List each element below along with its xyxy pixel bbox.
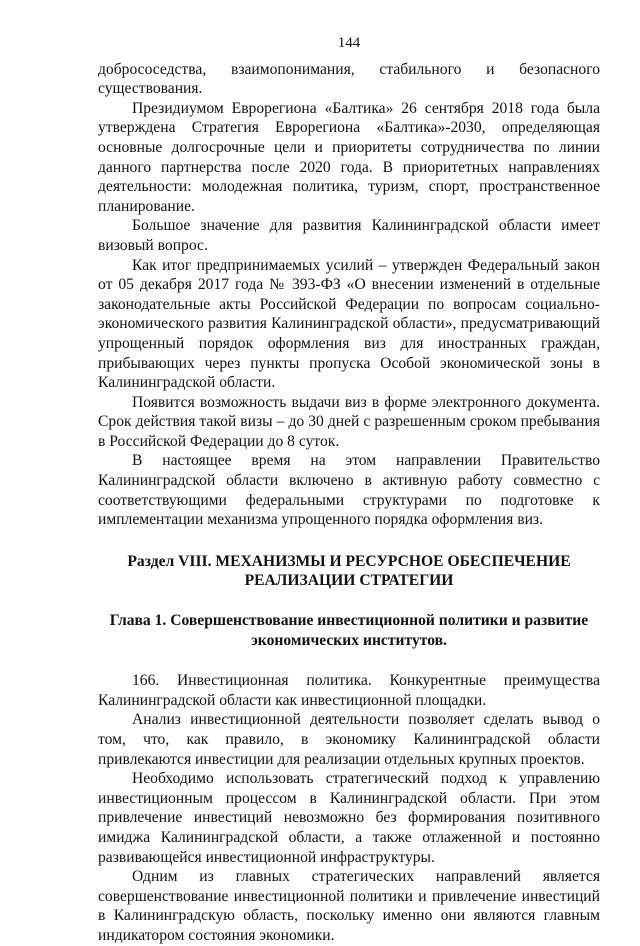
- paragraph-item-166: 166. Инвестиционная политика. Конкурентные преимущества Калининградской области как инвестиционной площадки.: [98, 672, 600, 709]
- section-heading-line-1: Раздел VIII. МЕХАНИЗМЫ И РЕСУРСНОЕ ОБЕСПЕЧЕНИЕ: [127, 552, 571, 570]
- paragraph-electronic-visa: Появится возможность выдачи виз в форме электронного документа. Срок действия такой визы – до 30 дней с разрешенным сроком пребывания в Российской Федерации до 8 суток.: [98, 393, 600, 450]
- section-heading: [98, 552, 600, 591]
- paragraph-euroregion-strategy: Президиумом Еврорегиона «Балтика» 26 сентября 2018 года была утверждена Стратегия Еврорегиона «Балтика»-2030, определяющая основные долгосрочные цели и приоритеты сотрудничества по линии данного партнерства после 2020 года. В приоритетных направлениях деятельности: молодежная политика, туризм, спорт, пространственное планирование.: [98, 99, 600, 215]
- page-number: 144: [337, 35, 361, 51]
- section-heading-line-2: РЕАЛИЗАЦИИ СТРАТЕГИИ: [244, 572, 454, 590]
- chapter-heading: [98, 611, 600, 650]
- chapter-heading-line-2: экономических институтов.: [251, 631, 447, 649]
- paragraph-main-direction: Одним из главных стратегических направлений является совершенствование инвестиционной политики и привлечение инвестиций в Калининградскую область, поскольку именно они являются главным индикатором состояния экономики.: [98, 868, 600, 944]
- paragraph-government-work: В настоящее время на этом направлении Правительство Калининградской области включено в активную работу совместно с соответствующими федеральными структурами по подготовке к имплементации механизма упрощенного порядка оформления виз.: [98, 452, 600, 529]
- paragraph-investment-analysis: Анализ инвестиционной деятельности позволяет сделать вывод о том, что, как правило, в экономику Калининградской области привлекаются инвестиции для реализации отдельных крупных проектов.: [98, 711, 600, 768]
- paragraph-visa-importance: Большое значение для развития Калининградской области имеет визовый вопрос.: [98, 217, 600, 254]
- document-page: [98, 34, 600, 946]
- paragraph-continuation: добрососедства, взаимопонимания, стабильного и безопасного существования.: [98, 60, 600, 98]
- paragraph-strategic-approach: Необходимо использовать стратегический подход к управлению инвестиционным процессом в Калининградской области. При этом привлечение инвестиций невозможно без формирования позитивного имиджа Калининградской области, а также отлаженной и постоянно развивающейся инвестиционной инфраструктуры.: [98, 770, 600, 866]
- paragraph-federal-law: Как итог предпринимаемых усилий – утвержден Федеральный закон от 05 декабря 2017 года № 393-ФЗ «О внесении изменений в отдельные законодательные акты Российской Федерации по вопросам социально-экономического развития Калининградской области», предусматривающий упрощенный порядок оформления виз для иностранных граждан, прибывающих через пункты пропуска Особой экономической зоны в Калининградской области.: [98, 256, 600, 392]
- chapter-heading-line-1: Глава 1. Совершенствование инвестиционной политики и развитие: [109, 612, 589, 630]
